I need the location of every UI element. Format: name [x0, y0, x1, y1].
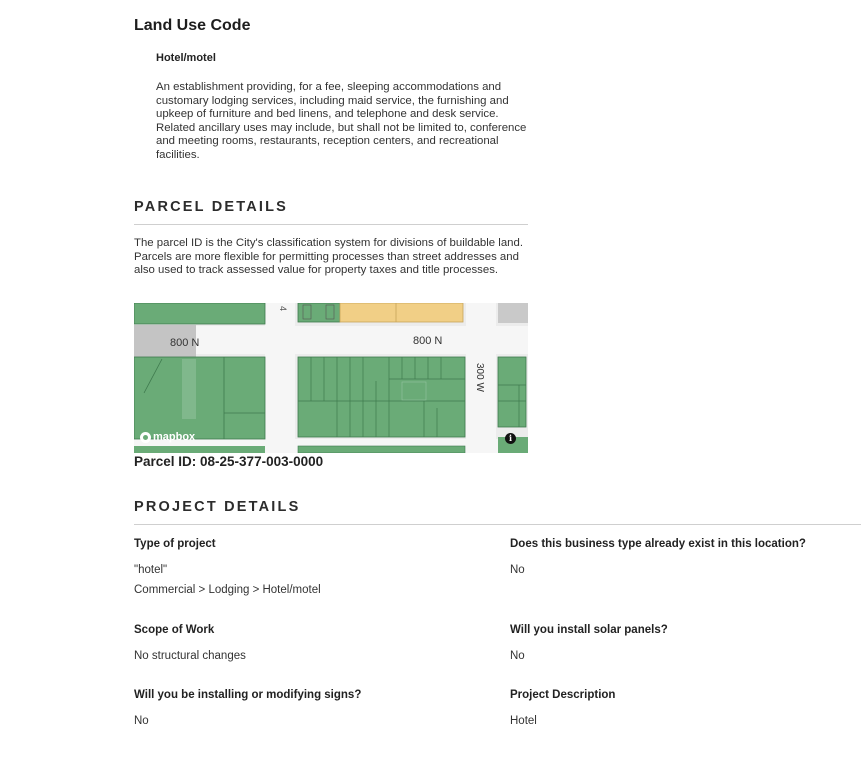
mapbox-logo-text: mapbox	[153, 431, 196, 443]
svg-text:4: 4	[278, 306, 288, 312]
business-exists-value: No	[510, 564, 525, 576]
type-of-project-label: Type of project	[134, 538, 216, 550]
solar-panels-label: Will you install solar panels?	[510, 624, 668, 636]
mapbox-logo[interactable]	[140, 431, 195, 443]
street-label: 800 N	[170, 337, 200, 349]
type-of-project-value: "hotel"	[134, 564, 168, 576]
land-use-code-description: An establishment providing, for a fee, sleeping accommodations and customary lodging services, including maid service, the furnishing and upkeep of furniture and bed linens, and telephone and desk service. Related ancillary uses may include, but shall not be limited to, conference and meeting rooms, restaurants, reception centers, and recreational facilities.	[156, 81, 527, 161]
parcel-map[interactable]	[134, 303, 528, 453]
solar-panels-value: No	[510, 650, 525, 662]
project-details-divider	[134, 524, 861, 525]
type-of-project-category: Commercial > Lodging > Hotel/motel	[134, 584, 321, 596]
business-exists-label: Does this business type already exist in this location?	[510, 538, 806, 550]
land-use-code-name: Hotel/motel	[156, 52, 216, 64]
project-details-heading: PROJECT DETAILS	[134, 499, 301, 515]
project-description-label: Project Description	[510, 689, 616, 701]
info-icon[interactable]: i	[505, 433, 516, 444]
parcel-description: The parcel ID is the City's classification system for divisions of buildable land. Parcels are more flexible for permitting processes than street addresses and also used to track assessed value for property taxes and title processes.	[134, 237, 523, 277]
scope-of-work-value: No structural changes	[134, 650, 246, 662]
land-use-code-heading: Land Use Code	[134, 17, 251, 34]
mapbox-icon	[140, 432, 151, 443]
parcel-details-divider	[134, 224, 528, 225]
street-label: 800 N	[413, 335, 443, 347]
road-west	[265, 303, 295, 453]
project-description-value: Hotel	[510, 715, 537, 727]
parcel-id: Parcel ID: 08-25-377-003-0000	[134, 454, 324, 469]
signs-label: Will you be installing or modifying signs?	[134, 689, 362, 701]
parcel-details-heading: PARCEL DETAILS	[134, 199, 289, 215]
highlighted-parcel	[340, 303, 463, 322]
street-label: 300 W	[474, 363, 485, 392]
signs-value: No	[134, 715, 149, 727]
scope-of-work-label: Scope of Work	[134, 624, 215, 636]
